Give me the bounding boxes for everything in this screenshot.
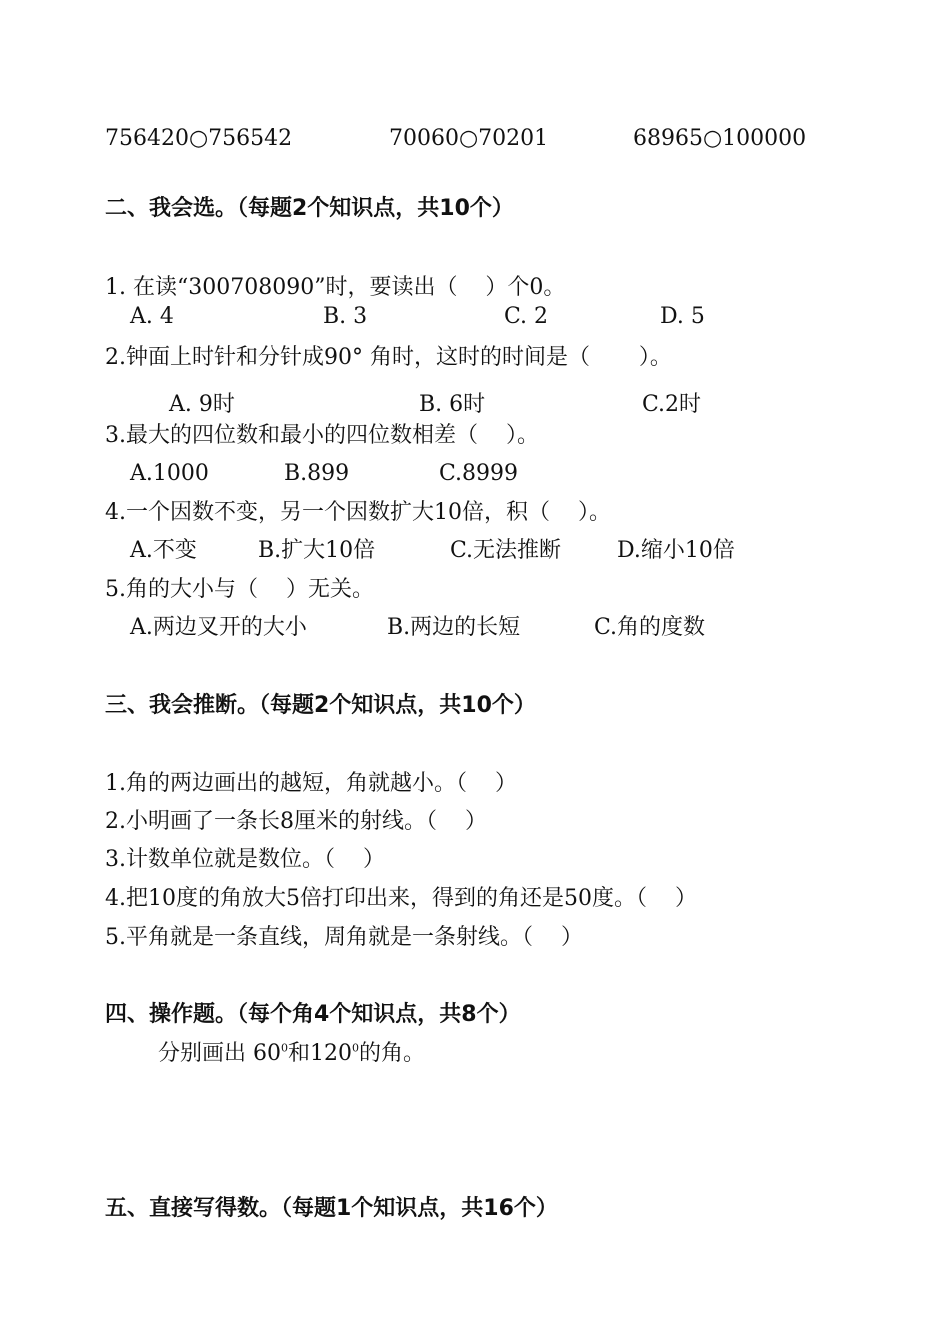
- option-2-4-a: A.不变: [130, 538, 197, 563]
- option-2-1-b: B. 3: [323, 304, 368, 329]
- judge-item-2: 2.小明画了一条长8厘米的射线。（ ）: [105, 809, 487, 834]
- judge-item-1: 1.角的两边画出的越短，角就越小。（ ）: [105, 771, 517, 796]
- judge-item-3: 3.计数单位就是数位。（ ）: [105, 847, 385, 872]
- compare-item-1: 756420○756542: [105, 126, 293, 151]
- section3-heading: 三、我会推断。（每题2个知识点，共10个）: [105, 693, 536, 718]
- question-2-1: 1. 在读“300708090”时，要读出（ ）个0。: [105, 275, 566, 300]
- section4-heading: 四、操作题。（每个角4个知识点，共8个）: [105, 1002, 521, 1027]
- option-2-4-b: B.扩大10倍: [258, 538, 376, 563]
- judge-item-5: 5.平角就是一条直线，周角就是一条射线。（ ）: [105, 925, 583, 950]
- option-2-1-d: D. 5: [660, 304, 705, 329]
- option-2-3-b: B.899: [284, 461, 350, 486]
- instruction-prefix: 分别画出 60: [158, 1041, 281, 1066]
- option-2-1-a: A. 4: [130, 304, 174, 329]
- instruction-suffix: 的角。: [359, 1041, 426, 1066]
- option-2-2-a: A. 9时: [169, 392, 235, 417]
- option-2-4-d: D.缩小10倍: [617, 538, 735, 563]
- section5-heading: 五、直接写得数。（每题1个知识点，共16个）: [105, 1196, 558, 1221]
- degree-mark-1: 0: [281, 1041, 288, 1055]
- option-2-5-a: A.两边叉开的大小: [130, 615, 307, 640]
- option-2-3-c: C.8999: [439, 461, 519, 486]
- option-2-5-c: C.角的度数: [594, 615, 706, 640]
- question-2-4: 4.一个因数不变，另一个因数扩大10倍，积（ ）。: [105, 500, 611, 525]
- option-2-1-c: C. 2: [504, 304, 549, 329]
- degree-mark-2: 0: [352, 1041, 359, 1055]
- question-2-2: 2.钟面上时针和分针成90° 角时，这时的时间是（ ）。: [105, 345, 672, 370]
- option-2-3-a: A.1000: [130, 461, 209, 486]
- instruction-mid: 和120: [288, 1041, 352, 1066]
- compare-item-3: 68965○100000: [633, 126, 807, 151]
- section2-heading: 二、我会选。（每题2个知识点，共10个）: [105, 196, 514, 221]
- option-2-5-b: B.两边的长短: [387, 615, 521, 640]
- option-2-2-c: C.2时: [642, 392, 702, 417]
- operation-instruction: [158, 1040, 425, 1068]
- question-2-3: 3.最大的四位数和最小的四位数相差（ ）。: [105, 423, 539, 448]
- option-2-4-c: C.无法推断: [450, 538, 562, 563]
- question-2-5: 5.角的大小与（ ）无关。: [105, 577, 374, 602]
- judge-item-4: 4.把10度的角放大5倍打印出来，得到的角还是50度。（ ）: [105, 886, 697, 911]
- compare-item-2: 70060○70201: [389, 126, 549, 151]
- option-2-2-b: B. 6时: [419, 392, 486, 417]
